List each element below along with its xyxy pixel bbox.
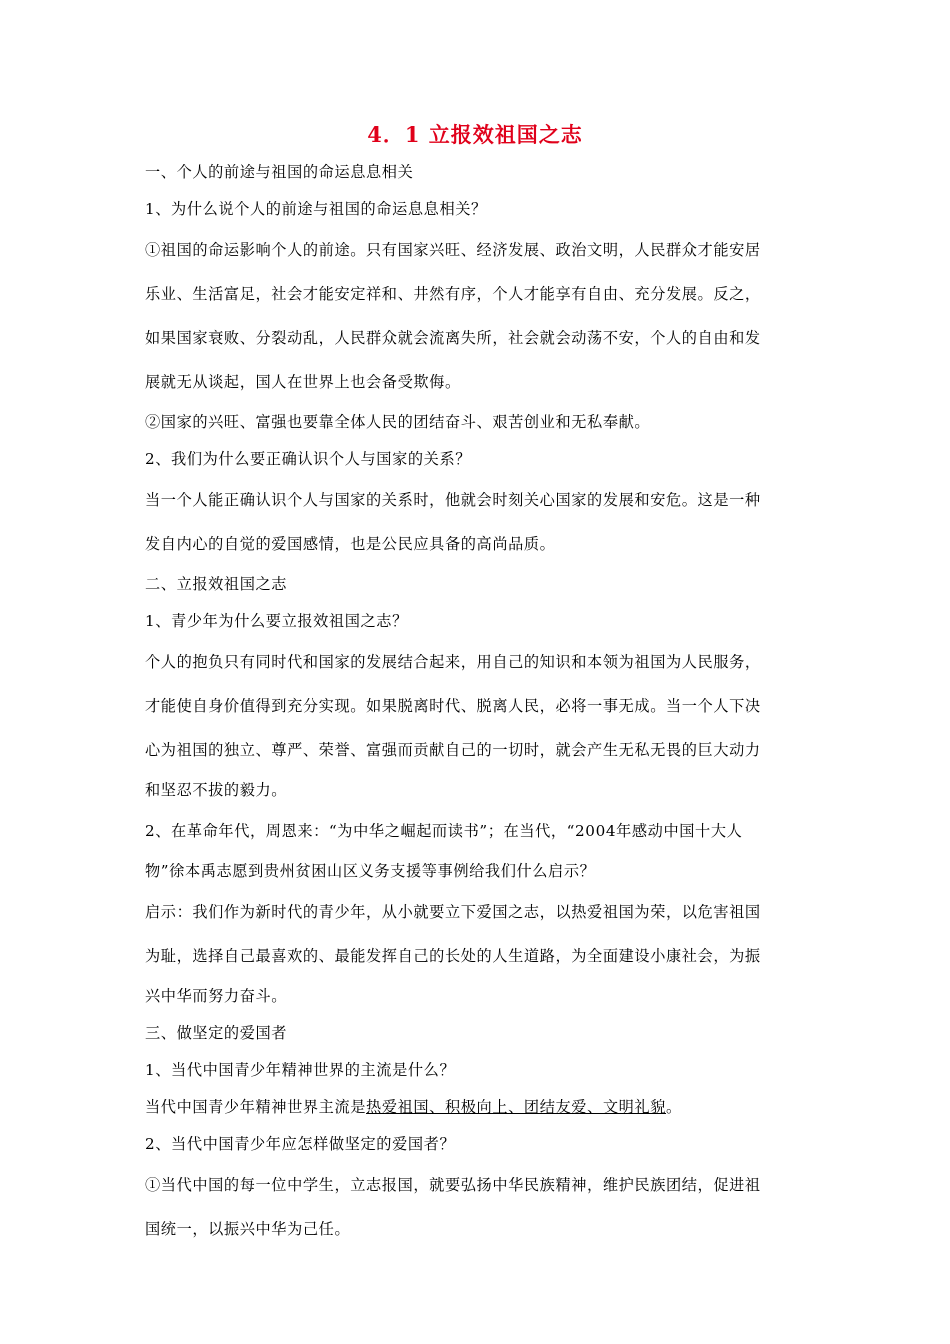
section-3-question-2: 2、当代中国青少年应怎样做坚定的爱国者？ bbox=[145, 1135, 456, 1153]
section-2-answer-1-line-3: 心为祖国的独立、尊严、荣誉、富强而贡献自己的一切时，就会产生无私无畏的巨大动力 bbox=[145, 741, 761, 759]
section-3-answer-1-prefix: 当代中国青少年精神世界主流是 bbox=[145, 1098, 367, 1116]
section-3-answer-1-suffix: 。 bbox=[666, 1098, 682, 1116]
section-1-question-2: 2、我们为什么要正确认识个人与国家的关系？ bbox=[145, 450, 472, 468]
section-2-answer-2-line-2: 为耻，选择自己最喜欢的、最能发挥自己的长处的人生道路，为全面建设小康社会，为振 bbox=[145, 947, 761, 965]
section-1-heading: 一、个人的前途与祖国的命运息息相关 bbox=[145, 163, 414, 181]
section-2-question-2-line-1: 2、在革命年代，周恩来：“为中华之崛起而读书”；在当代，“2004年感动中国十大人 bbox=[145, 822, 743, 840]
section-2-question-1: 1、青少年为什么要立报效祖国之志？ bbox=[145, 612, 408, 630]
section-1-answer-1-line-1: ①祖国的命运影响个人的前途。只有国家兴旺、经济发展、政治文明，人民群众才能安居 bbox=[145, 241, 761, 259]
section-1-question-1: 1、为什么说个人的前途与祖国的命运息息相关？ bbox=[145, 200, 487, 218]
section-2-answer-2-line-1: 启示：我们作为新时代的青少年，从小就要立下爱国之志，以热爱祖国为荣，以危害祖国 bbox=[145, 903, 761, 921]
section-2-answer-1-line-4: 和坚忍不拔的毅力。 bbox=[145, 781, 288, 799]
section-1-answer-1-line-2: 乐业、生活富足，社会才能安定祥和、井然有序，个人才能享有自由、充分发展。反之， bbox=[145, 285, 761, 303]
document-body bbox=[145, 154, 810, 1251]
section-1-answer-1-line-3: 如果国家衰败、分裂动乱，人民群众就会流离失所，社会就会动荡不安，个人的自由和发 bbox=[145, 329, 761, 347]
section-2-question-2-line-2: 物”徐本禹志愿到贵州贫困山区义务支援等事例给我们什么启示？ bbox=[145, 862, 596, 880]
section-3-answer-1 bbox=[145, 1089, 810, 1126]
section-3-answer-1-underlined: 热爱祖国、积极向上、团结友爱、文明礼貌 bbox=[366, 1098, 666, 1116]
section-1-answer-1-line-5: ②国家的兴旺、富强也要靠全体人民的团结奋斗、艰苦创业和无私奉献。 bbox=[145, 413, 651, 431]
page-title: 4．1 立报效祖国之志 bbox=[367, 122, 583, 147]
section-2-heading: 二、立报效祖国之志 bbox=[145, 575, 288, 593]
section-3-heading: 三、做坚定的爱国者 bbox=[145, 1024, 288, 1042]
section-2-answer-1-line-2: 才能使自身价值得到充分实现。如果脱离时代、脱离人民，必将一事无成。当一个人下决 bbox=[145, 697, 761, 715]
section-3-answer-2-line-1: ①当代中国的每一位中学生，立志报国，就要弘扬中华民族精神，维护民族团结，促进祖 bbox=[145, 1176, 761, 1194]
section-2-answer-1-line-1: 个人的抱负只有同时代和国家的发展结合起来，用自己的知识和本领为祖国为人民服务， bbox=[145, 653, 761, 671]
section-3-question-1: 1、当代中国青少年精神世界的主流是什么？ bbox=[145, 1061, 456, 1079]
section-2-answer-2-line-3: 兴中华而努力奋斗。 bbox=[145, 987, 288, 1005]
section-3-answer-2-line-2: 国统一，以振兴中华为己任。 bbox=[145, 1220, 351, 1238]
section-1-answer-1-line-4: 展就无从谈起，国人在世界上也会备受欺侮。 bbox=[145, 373, 461, 391]
section-1-answer-2-line-2: 发自内心的自觉的爱国感情，也是公民应具备的高尚品质。 bbox=[145, 535, 556, 553]
section-1-answer-2-line-1: 当一个人能正确认识个人与国家的关系时，他就会时刻关心国家的发展和安危。这是一种 bbox=[145, 491, 761, 509]
